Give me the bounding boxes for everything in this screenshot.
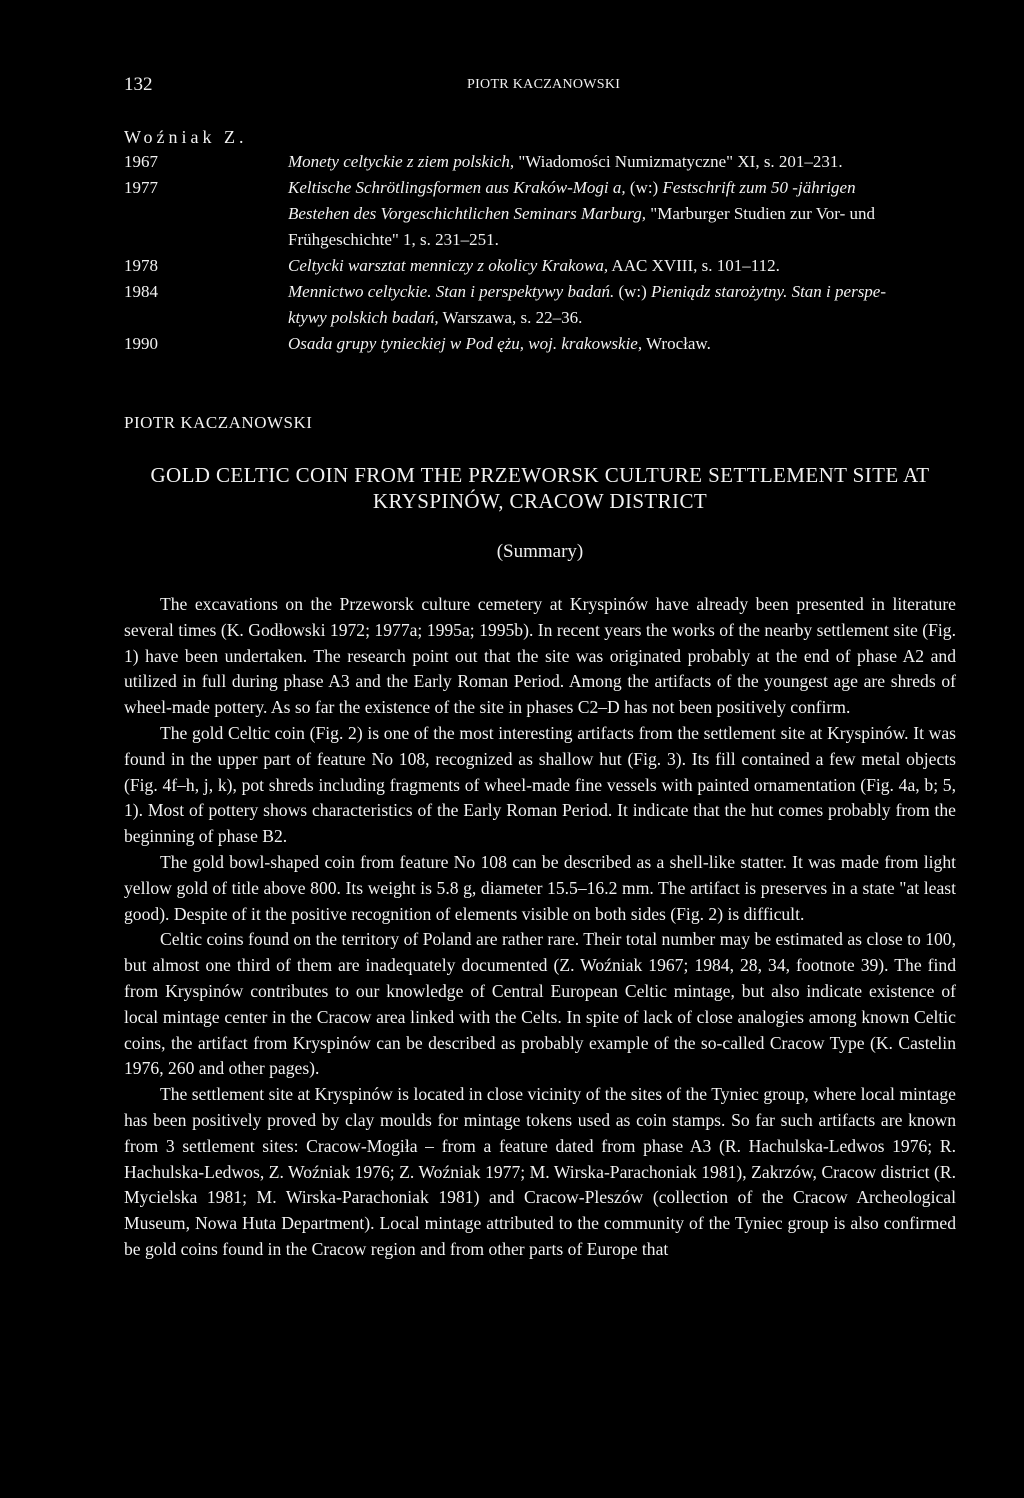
reference-year: 1977	[124, 178, 158, 197]
reference-text: Keltische Schrötlingsformen aus Kraków-Mogi a, (w:) Festschrift zum 50 -jährigen	[288, 178, 856, 197]
summary-title-line-1: GOLD CELTIC COIN FROM THE PRZEWORSK CULTURE SETTLEMENT SITE AT	[150, 463, 930, 487]
reference-entry	[124, 334, 956, 360]
body-paragraph: The excavations on the Przeworsk culture cemetery at Kryspinów have already been presented in literature several times (K. Godłowski 1972; 1977a; 1995a; 1995b). In recent years the works of the nearby settlement site (Fig. 1) have been undertaken. The research point out that the site was originated probably at the end of phase A2 and utilized in full during phase A3 and the Early Roman Period. Among the artifacts of the youngest age are shreds of wheel-made pottery. As so far the existence of the site in phases C2–D has not been positively confirm.	[124, 594, 956, 718]
summary-author: PIOTR KACZANOWSKI	[124, 413, 313, 432]
body-paragraph: The gold Celtic coin (Fig. 2) is one of the most interesting artifacts from the settlement site at Kryspinów. It was found in the upper part of feature No 108, recognized as shallow hut (Fig. 3). Its fill contained a few metal objects (Fig. 4f–h, j, k), pot shreds including fragments of wheel-made fine vessels with painted ornamentation (Fig. 4a, b; 5, 1). Most of pottery shows characteristics of the Early Roman Period. It indicate that the hut comes probably from the beginning of phase B2.	[124, 722, 956, 847]
reference-entry	[124, 256, 956, 282]
summary-title-line-2: KRYSPINÓW, CRACOW DISTRICT	[372, 489, 708, 513]
reference-text-continued: Bestehen des Vorgeschichtlichen Seminars Marburg, "Marburger Studien zur Vor- und	[288, 204, 876, 223]
reference-author: Woźniak Z.	[124, 127, 248, 147]
body-paragraph: The gold bowl-shaped coin from feature No 108 can be described as a shell-like statter. It was made from light yellow gold of title above 800. Its weight is 5.8 g, diameter 15.5–16.2 mm. The artifact is preserves in a state "at least good). Despite of it the positive recognition of elements visible on both sides (Fig. 2) is difficult.	[124, 851, 956, 924]
reference-year: 1990	[124, 334, 158, 353]
reference-text-continued: ktywy polskich badań, Warszawa, s. 22–36.	[288, 308, 583, 327]
summary-body	[124, 592, 956, 1263]
summary-label: (Summary)	[496, 541, 584, 562]
body-paragraph: The settlement site at Kryspinów is located in close vicinity of the sites of the Tyniec group, where local mintage has been positively proved by clay moulds for mintage tokens used as coin stamps. So far such artifacts are known from 3 settlement sites: Cracow-Mogiła – from a feature dated from phase A3 (R. Hachulska-Ledwos 1976; R. Hachulska-Ledwos, Z. Woźniak 1976; Z. Woźniak 1977; M. Wirska-Parachoniak 1981), Zakrzów, Cracow district (R. Mycielska 1981; M. Wirska-Parachoniak 1981) and Cracow-Pleszów (collection of the Cracow Archeological Museum, Nowa Huta Department). Local mintage attributed to the community of the Tyniec group is also confirmed be gold coins found in the Cracow region and from other parts of Europe that	[124, 1084, 956, 1259]
reference-year: 1978	[124, 256, 158, 275]
reference-text: Celtycki warsztat menniczy z okolicy Krakowa, AAC XVIII, s. 101–112.	[288, 256, 780, 275]
running-head: PIOTR KACZANOWSKI	[467, 77, 621, 92]
reference-year: 1967	[124, 152, 158, 171]
reference-text: Mennictwo celtyckie. Stan i perspektywy badań. (w:) Pieniądz starożytny. Stan i perspe-	[288, 282, 887, 301]
reference-text: Monety celtyckie z ziem polskich, "Wiadomości Numizmatyczne" XI, s. 201–231.	[288, 152, 843, 171]
reference-year: 1984	[124, 282, 158, 301]
page-number: 132	[124, 74, 153, 95]
reference-entry	[124, 178, 956, 204]
reference-text-continued: Frühgeschichte" 1, s. 231–251.	[288, 230, 499, 249]
reference-entry	[124, 282, 956, 308]
reference-entry	[124, 152, 956, 178]
reference-text: Osada grupy tynieckiej w Pod ężu, woj. krakowskie, Wrocław.	[288, 334, 711, 353]
body-paragraph: Celtic coins found on the territory of Poland are rather rare. Their total number may be estimated as close to 100, but almost one third of them are inadequately documented (Z. Woźniak 1967; 1984, 28, 34, footnote 39). The find from Kryspinów contributes to our knowledge of Central European Celtic mintage, but also indicate existence of local mintage center in the Cracow area linked with the Celts. In spite of lack of close analogies among known Celtic coins, the artifact from Kryspinów can be described as probably example of the so-called Cracow Type (K. Castelin 1976, 260 and other pages).	[124, 929, 956, 1079]
